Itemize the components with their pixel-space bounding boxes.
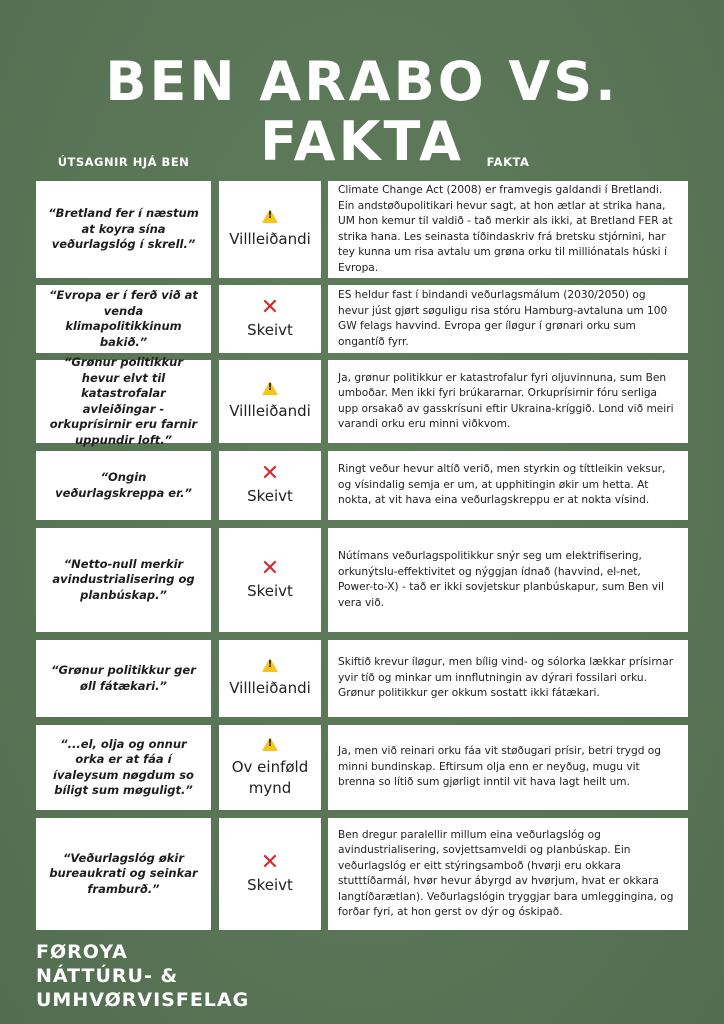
fact-text: ES heldur fast í bindandi veðurlagsmálum (2030/2050) og hevur júst gjørt søguligu risa stóru Hamburg-avtaluna um 100 GW felags havvind. Evropa ger íløgur í grønari orku sum ongantíð fyrr. [328, 285, 688, 353]
verdict-label: Ov einføld mynd [231, 757, 309, 797]
fact-text: Skiftið krevur íløgur, men bílig vind- og sólorka lækkar prísirnar yvir tíð og minkar um innflutningin av dýrari fossilari orku. Grønur politikkur ger okkum sostatt ikki fátækari. [328, 640, 688, 717]
cross-icon: ✕ [260, 294, 280, 320]
warning-icon [262, 209, 278, 223]
logo-line: UMHVØRVISFELAG [36, 989, 250, 1011]
table-row [0, 528, 724, 632]
table-row [0, 285, 724, 353]
logo-line: NÁTTÚRU- & [36, 965, 179, 987]
fact-text: Nútímans veðurlagspolitikkur snýr seg um elektrifisering, orkunýtslu-effektivitet og nýggjan ídnað (havvind, el-net, Power-to-X) - tað er ikki sovjetskur planbúskapur, sum Ben vil vera við. [328, 528, 688, 632]
fact-text: Ben dregur paralellir millum eina veðurlagslóg og avindustrialisering, sovjettsamveldi og planbúskap. Ein veðurlagslóg er eitt stýringsamboð (hvørji eru okkara stutttíðarmál, hvør hevur ábyrgd av hvørjum, hvat er okkara langtíðarætlan). Veðurlagslógin tryggjar bara umleggingina, og forðar fyri, at hon gerst ov dýr og óskipað. [328, 818, 688, 930]
verdict-cell [219, 725, 321, 810]
warning-icon [262, 381, 278, 395]
verdict-label: Skeivt [247, 320, 293, 339]
fact-text: Ringt veður hevur altíð verið, men styrkin og títtleikin veksur, og vísindalig semja er um, at upphitingin økir um hetta. At nokta, at vit hava eina veðurlagskreppu er at nokta vísind. [328, 451, 688, 520]
verdict-label: Villleiðandi [229, 679, 311, 697]
table-row [0, 640, 724, 717]
column-header-claims: ÚTSAGNIR HJÁ BEN [57, 155, 190, 169]
fact-text: Ja, grønur politikkur er katastrofalur fyri oljuvinnuna, sum Ben umboðar. Men ikki fyri brúkararnar. Orkuprísirnir fóru serliga upp orsakað av gasskrísuni eftir Ukraina-kríggið. Lond við meiri varandi orku eru minni viðkvom. [328, 360, 688, 443]
verdict-cell [219, 285, 321, 353]
table-row [0, 355, 724, 447]
verdict-label: Villleiðandi [229, 402, 311, 420]
table-row [0, 181, 724, 278]
verdict-cell [219, 528, 321, 632]
column-header-facts: FAKTA [486, 155, 530, 169]
claim-quote: “Veðurlagslóg økir bureaukrati og seinkar framburð.” [36, 818, 211, 930]
claim-quote: “Grønur politikkur ger øll fátækari.” [36, 640, 211, 717]
warning-icon [262, 737, 278, 751]
claim-quote: “Evropa er í ferð við at venda klimapolitikkinum bakið.” [36, 285, 211, 353]
claim-quote: “...el, olja og onnur orka er at fáa í ívaleysum nøgdum so bíligt sum møguligt.” [36, 725, 211, 810]
cross-icon: ✕ [260, 849, 280, 875]
fact-text: Ja, men við reinari orku fáa vit støðugari prísir, betri trygd og minni bundinskap. Eftirsum olja enn er neyðug, mugu vit brenna so lítið sum gjørligt inntil vit hava lagt heilt um. [328, 725, 688, 810]
claim-quote: “Ongin veðurlagskreppa er.” [36, 451, 211, 520]
verdict-label: Skeivt [247, 875, 293, 894]
claim-quote: “Grønur politikkur hevur elvt til katastrofalar avleiðingar - orkuprísirnir eru farnir uppundir loft.” [36, 360, 211, 443]
table-row [0, 451, 724, 520]
verdict-label: Skeivt [247, 581, 293, 600]
verdict-cell [219, 640, 321, 717]
table-row [0, 818, 724, 930]
table-row [0, 725, 724, 810]
verdict-cell [219, 181, 321, 278]
cross-icon: ✕ [260, 555, 280, 581]
verdict-label: Villleiðandi [229, 230, 311, 248]
verdict-label: Skeivt [247, 487, 293, 505]
organization-logo [36, 940, 249, 1012]
fact-text: Climate Change Act (2008) er framvegis galdandi í Bretlandi. Ein andstøðupolitikari hevur sagt, at hon ætlar at strika hana, UM hon kemur til valdið - tað merkir als ikki, at Bretland FER at strika hana. Les seinasta tíðindaskriv frá bretsku stjórnini, har tey kunna um risa avtalu um grøna orku til milliónatals húski í Evropa. [328, 181, 688, 278]
claim-quote: “Bretland fer í næstum at koyra sína veðurlagslóg í skrell.” [36, 181, 211, 278]
logo-line: FØROYA [36, 941, 128, 963]
verdict-cell [219, 818, 321, 930]
cross-icon: ✕ [260, 461, 280, 486]
verdict-cell [219, 360, 321, 443]
warning-icon [262, 658, 278, 672]
page-title: BEN ARABO VS. FAKTA [105, 50, 619, 173]
verdict-cell [219, 451, 321, 520]
claim-quote: “Netto-null merkir avindustrialisering og planbúskap.” [36, 528, 211, 632]
